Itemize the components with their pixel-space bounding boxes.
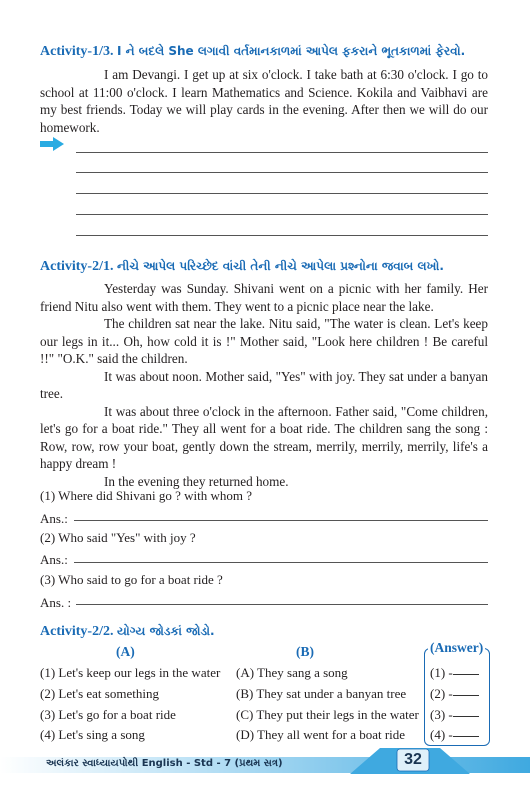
writing-line[interactable] bbox=[76, 152, 488, 153]
match-b-1: (A) They sang a song bbox=[236, 665, 348, 680]
activity-1-heading bbox=[40, 44, 465, 60]
match-answer-2[interactable]: (2) - bbox=[430, 686, 479, 702]
answer-blank[interactable] bbox=[453, 716, 479, 717]
match-b-4: (D) They all went for a boat ride bbox=[236, 727, 406, 742]
activity-2-instruction: નીચે આપેલ પરિચ્છેદ વાંચી તેની નીચે આપેલા પ્રશ્નોના જવાબ લખો. bbox=[116, 259, 444, 273]
answer-line-1[interactable] bbox=[74, 520, 488, 521]
activity-2-passage bbox=[40, 280, 488, 490]
answer-blank[interactable] bbox=[453, 674, 479, 675]
footer-title: અલંકાર સ્વાધ્યાયપોથી English - Std - 7 (પ્રથમ સત્ર) bbox=[46, 758, 283, 769]
column-b-header: (B) bbox=[296, 644, 314, 659]
match-a-1: (1) Let's keep our legs in the water bbox=[40, 665, 221, 680]
answer-blank[interactable] bbox=[453, 695, 479, 696]
activity-3-instruction: યોગ્ય જોડકાં જોડો. bbox=[116, 624, 215, 638]
passage-paragraph: The children sat near the lake. Nitu said, "The water is clean. Let's keep our legs in it... Oh, how cold it is !" Mother said, "Look here children ! Be careful !!" "O.K." said the children. bbox=[40, 316, 488, 366]
match-b-2: (B) They sat under a banyan tree bbox=[236, 686, 407, 701]
writing-line[interactable] bbox=[76, 214, 488, 215]
page-number: 32 bbox=[404, 751, 422, 768]
question-1: (1) Where did Shivani go ? with whom ? bbox=[40, 488, 253, 503]
answer-label-2: Ans.: bbox=[40, 552, 68, 567]
match-a-2: (2) Let's eat something bbox=[40, 686, 159, 701]
match-a-4: (4) Let's sing a song bbox=[40, 727, 145, 742]
activity-2-code: Activity-2/1. bbox=[40, 259, 114, 274]
arrow-right-icon bbox=[40, 137, 64, 151]
match-answer-3[interactable]: (3) - bbox=[430, 707, 479, 723]
question-2: (2) Who said "Yes" with joy ? bbox=[40, 530, 196, 545]
answer-line-2[interactable] bbox=[74, 562, 488, 563]
answer-header: (Answer) bbox=[430, 640, 484, 655]
passage-paragraph: In the evening they returned home. bbox=[104, 473, 289, 489]
activity-1-instruction: I ને બદલે She લગાવી વર્તમાનકાળમાં આપેલ ફકરાને ભૂતકાળમાં ફેરવો. bbox=[116, 44, 466, 58]
answer-label-1: Ans.: bbox=[40, 511, 68, 526]
activity-1-code: Activity-1/3. bbox=[40, 44, 114, 59]
answer-label-3: Ans. : bbox=[40, 595, 72, 610]
match-answer-1[interactable]: (1) - bbox=[430, 665, 479, 681]
writing-line[interactable] bbox=[76, 193, 488, 194]
passage-paragraph: It was about noon. Mother said, "Yes" with joy. They sat under a banyan tree. bbox=[40, 368, 488, 401]
writing-line[interactable] bbox=[76, 172, 488, 173]
writing-line[interactable] bbox=[76, 235, 488, 236]
activity-1-passage: I am Devangi. I get up at six o'clock. I take bath at 6:30 o'clock. I go to school at 11:00 o'clock. I learn Mathematics and Science. Kokila and Vaibhavi are my best friends. Today we will play cards in the evening. After then we will do our homework. bbox=[40, 67, 488, 135]
answer-line-3[interactable] bbox=[76, 604, 488, 605]
activity-3-heading bbox=[40, 624, 215, 640]
passage-paragraph: It was about three o'clock in the afternoon. Father said, "Come children, let's go for a boat ride." They all went for a boat ride. The children sang the song : Row, row, row your boat, gently down the stream, merrily, merrily, merrily, life's a happy dream ! bbox=[40, 403, 488, 471]
match-answer-4[interactable]: (4) - bbox=[430, 727, 479, 743]
activity-2-heading bbox=[40, 259, 444, 275]
match-b-3: (C) They put their legs in the water bbox=[236, 707, 419, 722]
question-3: (3) Who said to go for a boat ride ? bbox=[40, 572, 223, 587]
passage-paragraph: Yesterday was Sunday. Shivani went on a picnic with her family. Her friend Nitu also went with them. They went to a picnic place near the lake. bbox=[40, 281, 488, 314]
answer-blank[interactable] bbox=[453, 736, 479, 737]
activity-3-code: Activity-2/2. bbox=[40, 624, 114, 639]
match-a-3: (3) Let's go for a boat ride bbox=[40, 707, 176, 722]
column-a-header: (A) bbox=[116, 644, 135, 659]
